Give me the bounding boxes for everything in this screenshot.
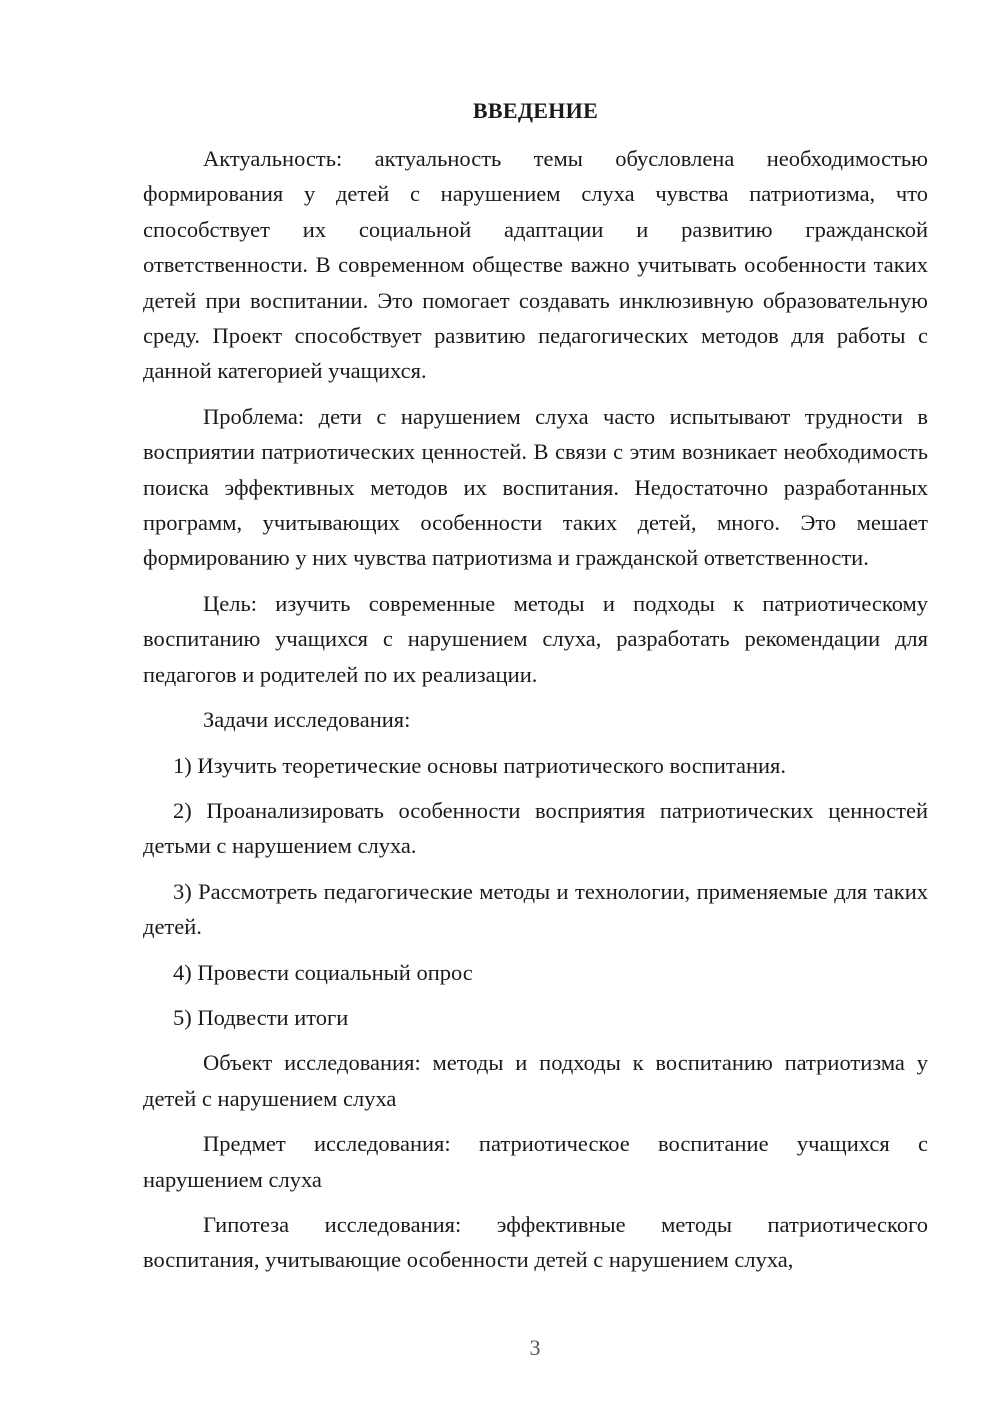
- paragraph-problem: Проблема: дети с нарушением слуха часто испытывают трудности в восприятии патриотических ценностей. В связи с этим возникает необходимость поиска эффективных методов их воспитания. Недостаточно разработанных программ, учитывающих особенности таких детей, много. Это мешает формированию у них чувства патриотизма и гражданской ответственности.: [143, 403, 928, 571]
- paragraph-relevance: Актуальность: актуальность темы обусловлена необходимостью формирования у детей с нарушением слуха чувства патриотизма, что способствует их социальной адаптации и развитию гражданской ответственности. В современном обществе важно учитывать особенности таких детей при воспитании. Это помогает создавать инклюзивную образовательную среду. Проект способствует развитию педагогических методов для работы с данной категорией учащихся.: [143, 146, 928, 384]
- paragraph-goal: Цель: изучить современные методы и подходы к патриотическому воспитанию учащихся с нарушением слуха, разработать рекомендации для педагогов и родителей по их реализации.: [143, 590, 928, 687]
- task-item: 4) Провести социальный опрос: [173, 959, 473, 985]
- paragraph-hypothesis: Гипотеза исследования: эффективные методы патриотического воспитания, учитывающие особенности детей с нарушением слуха,: [143, 1211, 928, 1273]
- task-item: 1) Изучить теоретические основы патриотического воспитания.: [173, 752, 787, 778]
- tasks-heading: Задачи исследования:: [203, 707, 411, 733]
- paragraph-object: Объект исследования: методы и подходы к воспитанию патриотизма у детей с нарушением слуха: [143, 1050, 928, 1111]
- page-number: 3: [529, 1335, 541, 1360]
- task-item: 2) Проанализировать особенности восприятия патриотических ценностей детьми с нарушением слуха.: [143, 797, 928, 859]
- task-item: 3) Рассмотреть педагогические методы и технологии, применяемые для таких детей.: [143, 878, 928, 940]
- paragraph-subject: Предмет исследования: патриотическое воспитание учащихся с нарушением слуха: [143, 1131, 928, 1192]
- page-title: ВВЕДЕНИЕ: [472, 98, 599, 123]
- document-body: [143, 141, 928, 1288]
- task-item: 5) Подвести итоги: [173, 1004, 349, 1030]
